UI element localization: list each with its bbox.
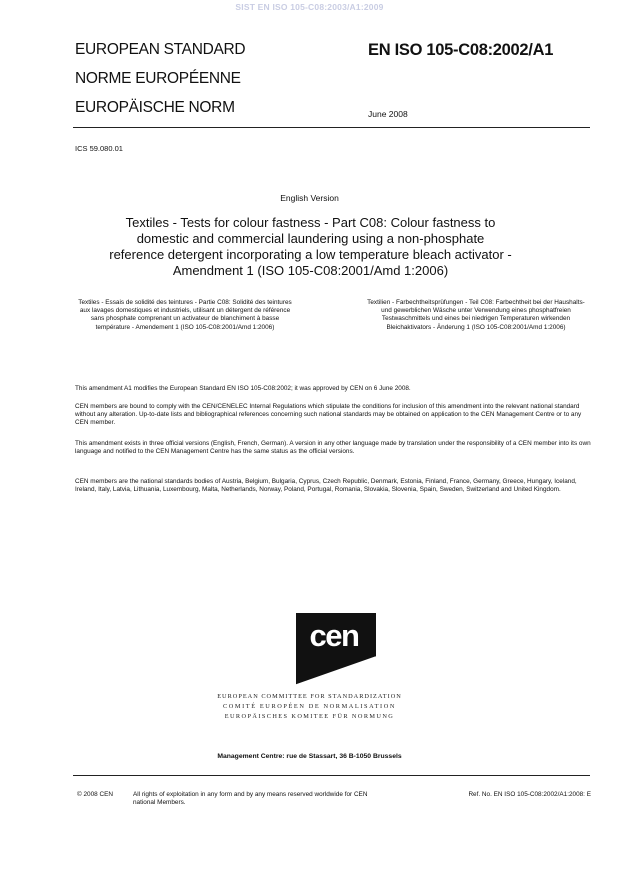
- ics-code: ICS 59.080.01: [75, 144, 123, 153]
- cen-logo-text: cen: [309, 618, 359, 653]
- committee-name-fr: COMITÉ EUROPÉEN DE NORMALISATION: [222, 703, 397, 710]
- approval-paragraph: This amendment A1 modifies the European Standard EN ISO 105-C08:2002; it was approved by CEN on 6 June 2008.: [75, 385, 411, 392]
- cen-logo-icon: [296, 613, 376, 685]
- versions-paragraph: This amendment exists in three official versions (English, French, German). A version in any other language made by translation under the responsibility of a CEN member into its own language and notified to the CEN Management Centre has the same status as the official versions.: [75, 440, 591, 456]
- watermark: SIST EN ISO 105-C08:2003/A1:2009: [235, 2, 384, 12]
- publication-date: June 2008: [368, 109, 408, 119]
- committee-name-en: EUROPEAN COMMITTEE FOR STANDARDIZATION: [217, 693, 402, 700]
- standard-name-fr: NORME EUROPÉENNE: [75, 70, 241, 87]
- standard-name-en: EUROPEAN STANDARD: [75, 41, 246, 58]
- header-divider: [73, 127, 590, 128]
- document-number: EN ISO 105-C08:2002/A1: [368, 41, 554, 59]
- title-german: Textilien - Farbechtheitsprüfungen - Teil C08: Farbechtheit bei der Haushalts- und gewerblichen Wäsche unter Verwendung eines phosphatfreien Testwaschmittels und eines bei niedrigen Temperaturen wirkenden Bleichaktivators - Änderung 1 (ISO 105-C08:2001/Amd 1:2006): [367, 299, 585, 331]
- committee-name-de: EUROPÄISCHES KOMITEE FÜR NORMUNG: [224, 713, 395, 720]
- compliance-paragraph: CEN members are bound to comply with the CEN/CENELEC Internal Regulations which stipulate the conditions for inclusion of this amendment into the relevant national standard without any alteration. Up-to-date lists and bibliographical references concerning such national standards may be obtained on application to the CEN Management Centre or to any CEN member.: [75, 403, 582, 427]
- copyright-notice: © 2008 CEN: [77, 791, 113, 798]
- rights-statement: All rights of exploitation in any form and by any means reserved worldwide for CEN national Members.: [133, 791, 368, 807]
- language-version: English Version: [280, 193, 339, 203]
- cen-logo: [296, 613, 376, 685]
- management-centre-address: Management Centre: rue de Stassart, 36 B-1050 Brussels: [217, 753, 402, 760]
- reference-number: Ref. No. EN ISO 105-C08:2002/A1:2008: E: [468, 791, 591, 798]
- standard-name-de: EUROPÄISCHE NORM: [75, 99, 235, 116]
- title-french: Textiles - Essais de solidité des teintures - Partie C08: Solidité des teintures aux lavages domestiques et industriels, utilisant un détergent de référence sans phosphate comprenant un activateur de blanchiment à basse température - Amendement 1 (ISO 105-C08:2001/Amd 1:2006): [78, 299, 292, 331]
- members-paragraph: CEN members are the national standards bodies of Austria, Belgium, Bulgaria, Cyprus, Czech Republic, Denmark, Estonia, Finland, France, Germany, Greece, Hungary, Iceland, Ireland, Italy, Latvia, Lithuania, Luxembourg, Malta, Netherlands, Norway, Poland, Portugal, Romania, Slovakia, Slovenia, Spain, Sweden, Switzerland and United Kingdom.: [75, 478, 577, 494]
- title-english: Textiles - Tests for colour fastness - Part C08: Colour fastness to domestic and commercial laundering using a non-phosphate reference detergent incorporating a low temperature bleach activator - Amendment 1 (ISO 105-C08:2001/Amd 1:2006): [109, 215, 512, 278]
- footer-divider: [73, 775, 590, 776]
